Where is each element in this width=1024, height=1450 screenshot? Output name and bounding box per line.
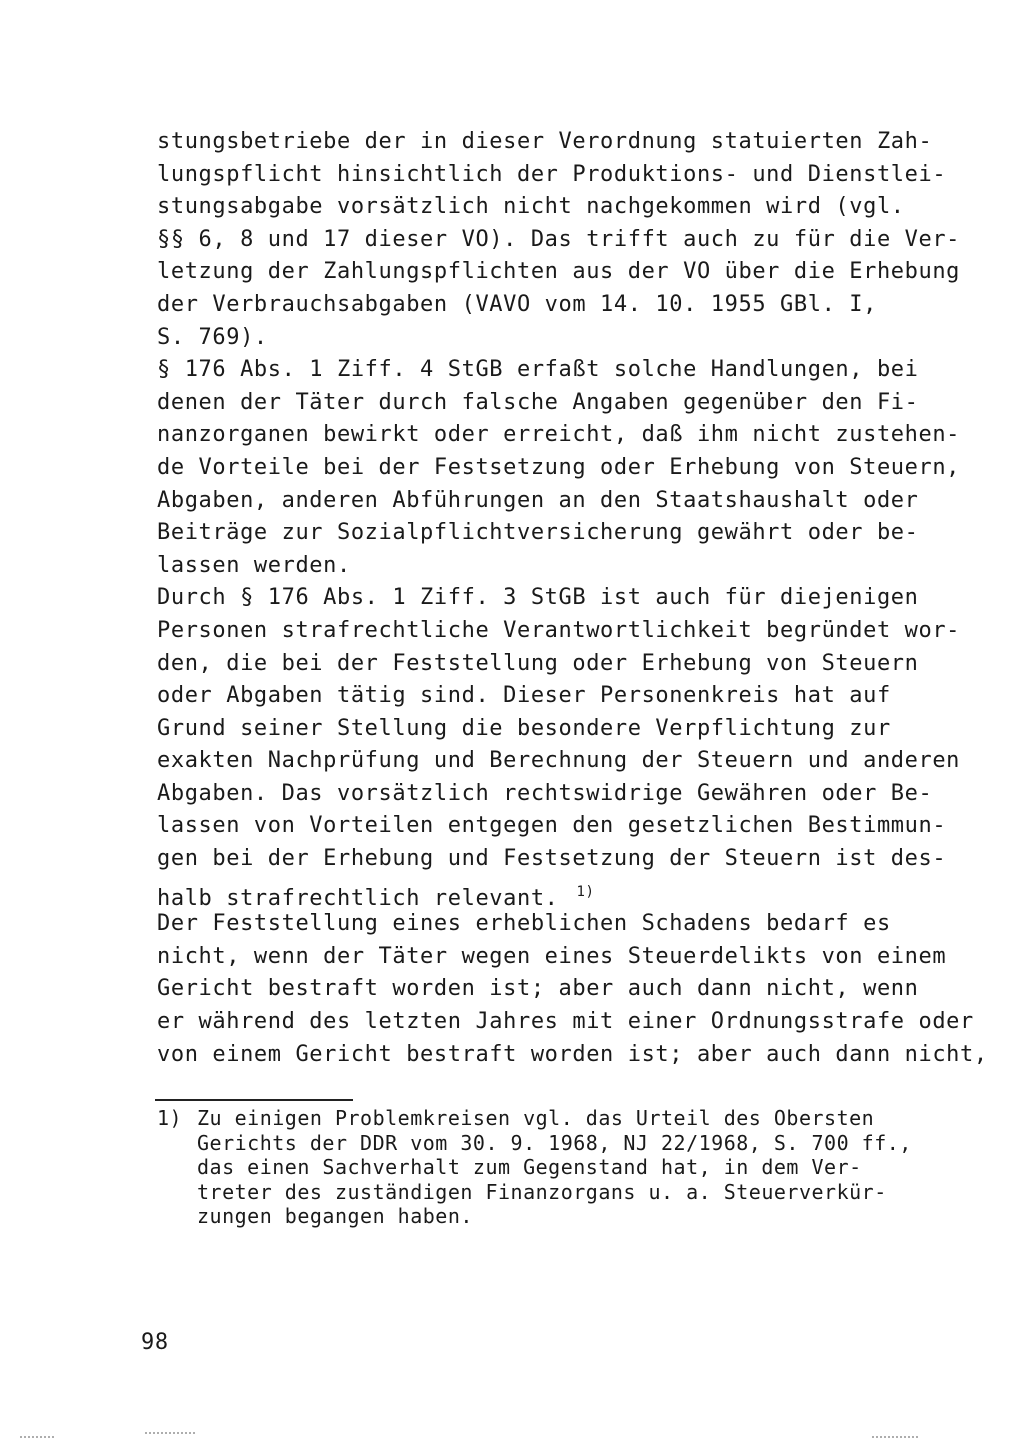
- body-line: § 176 Abs. 1 Ziff. 4 StGB erfaßt solche Handlungen, bei: [157, 357, 919, 383]
- body-line: denen der Täter durch falsche Angaben gegenüber den Fi-: [157, 389, 919, 415]
- body-line: der Verbrauchsabgaben (VAVO vom 14. 10. 1955 GBl. I,: [157, 291, 877, 317]
- body-line: Abgaben, anderen Abführungen an den Staatshaushalt oder: [157, 487, 919, 513]
- body-line: Beiträge zur Sozialpflichtversicherung gewährt oder be-: [157, 520, 919, 546]
- body-line: gen bei der Erhebung und Festsetzung der Steuern ist des-: [157, 846, 947, 872]
- body-line: nicht, wenn der Täter wegen eines Steuerdelikts von einem: [157, 943, 947, 969]
- body-line: de Vorteile bei der Festsetzung oder Erhebung von Steuern,: [157, 454, 961, 480]
- footnote-line: das einen Sachverhalt zum Gegenstand hat, in dem Ver-: [197, 1155, 862, 1179]
- body-line: er während des letzten Jahres mit einer Ordnungsstrafe oder: [157, 1009, 974, 1035]
- footnote-line: zungen begangen haben.: [197, 1204, 473, 1228]
- scan-smudge: [20, 1436, 56, 1438]
- footnote-reference: 1): [576, 883, 595, 900]
- page-number: 98: [141, 1330, 169, 1355]
- footnote-text: Zu einigen Problemkreisen vgl. das Urteil des Obersten: [197, 1106, 875, 1130]
- footnote-line: treter des zuständigen Finanzorgans u. a. Steuerverkür-: [197, 1179, 887, 1204]
- body-line: nanzorganen bewirkt oder erreicht, daß ihm nicht zustehen-: [157, 422, 961, 448]
- scan-smudge: [872, 1436, 918, 1438]
- body-line: den, die bei der Feststellung oder Erhebung von Steuern: [157, 650, 919, 676]
- footnote-marker: 1): [157, 1106, 183, 1130]
- body-line-text: halb strafrechtlich relevant.: [157, 885, 559, 911]
- body-line: exakten Nachprüfung und Berechnung der Steuern und anderen: [157, 748, 961, 774]
- body-line: §§ 6, 8 und 17 dieser VO). Das trifft auch zu für die Ver-: [157, 226, 961, 252]
- body-line: stungsabgabe vorsätzlich nicht nachgekommen wird (vgl.: [157, 194, 905, 220]
- body-line-with-footnote-ref: [157, 876, 957, 909]
- body-line: Der Feststellung eines erheblichen Schadens bedarf es: [157, 911, 891, 937]
- body-line: Gericht bestraft worden ist; aber auch dann nicht, wenn: [157, 976, 919, 1002]
- body-line: stungsbetriebe der in dieser Verordnung statuierten Zah-: [157, 129, 933, 154]
- footnote: [157, 1106, 957, 1229]
- body-line: S. 769).: [157, 324, 268, 350]
- body-line: Personen strafrechtliche Verantwortlichkeit begründet wor-: [157, 617, 961, 643]
- body-line: Grund seiner Stellung die besondere Verpflichtung zur: [157, 715, 891, 741]
- footnote-line: [157, 1106, 957, 1131]
- body-line: letzung der Zahlungspflichten aus der VO über die Erhebung: [157, 259, 961, 285]
- body-line: Abgaben. Das vorsätzlich rechtswidrige Gewähren oder Be-: [157, 780, 933, 806]
- footnote-line: Gerichts der DDR vom 30. 9. 1968, NJ 22/1968, S. 700 ff.,: [197, 1130, 912, 1155]
- body-line: lassen werden.: [157, 552, 351, 578]
- body-line: lassen von Vorteilen entgegen den gesetzlichen Bestimmun-: [157, 813, 947, 839]
- body-line: von einem Gericht bestraft worden ist; aber auch dann nicht,: [157, 1041, 988, 1067]
- scan-smudge: [145, 1432, 197, 1434]
- body-line: lungspflicht hinsichtlich der Produktions- und Dienstlei-: [157, 161, 947, 187]
- footnote-divider: [155, 1099, 353, 1101]
- body-line: oder Abgaben tätig sind. Dieser Personenkreis hat auf: [157, 683, 891, 709]
- body-text: [157, 126, 988, 1071]
- body-line: Durch § 176 Abs. 1 Ziff. 3 StGB ist auch für diejenigen: [157, 585, 919, 611]
